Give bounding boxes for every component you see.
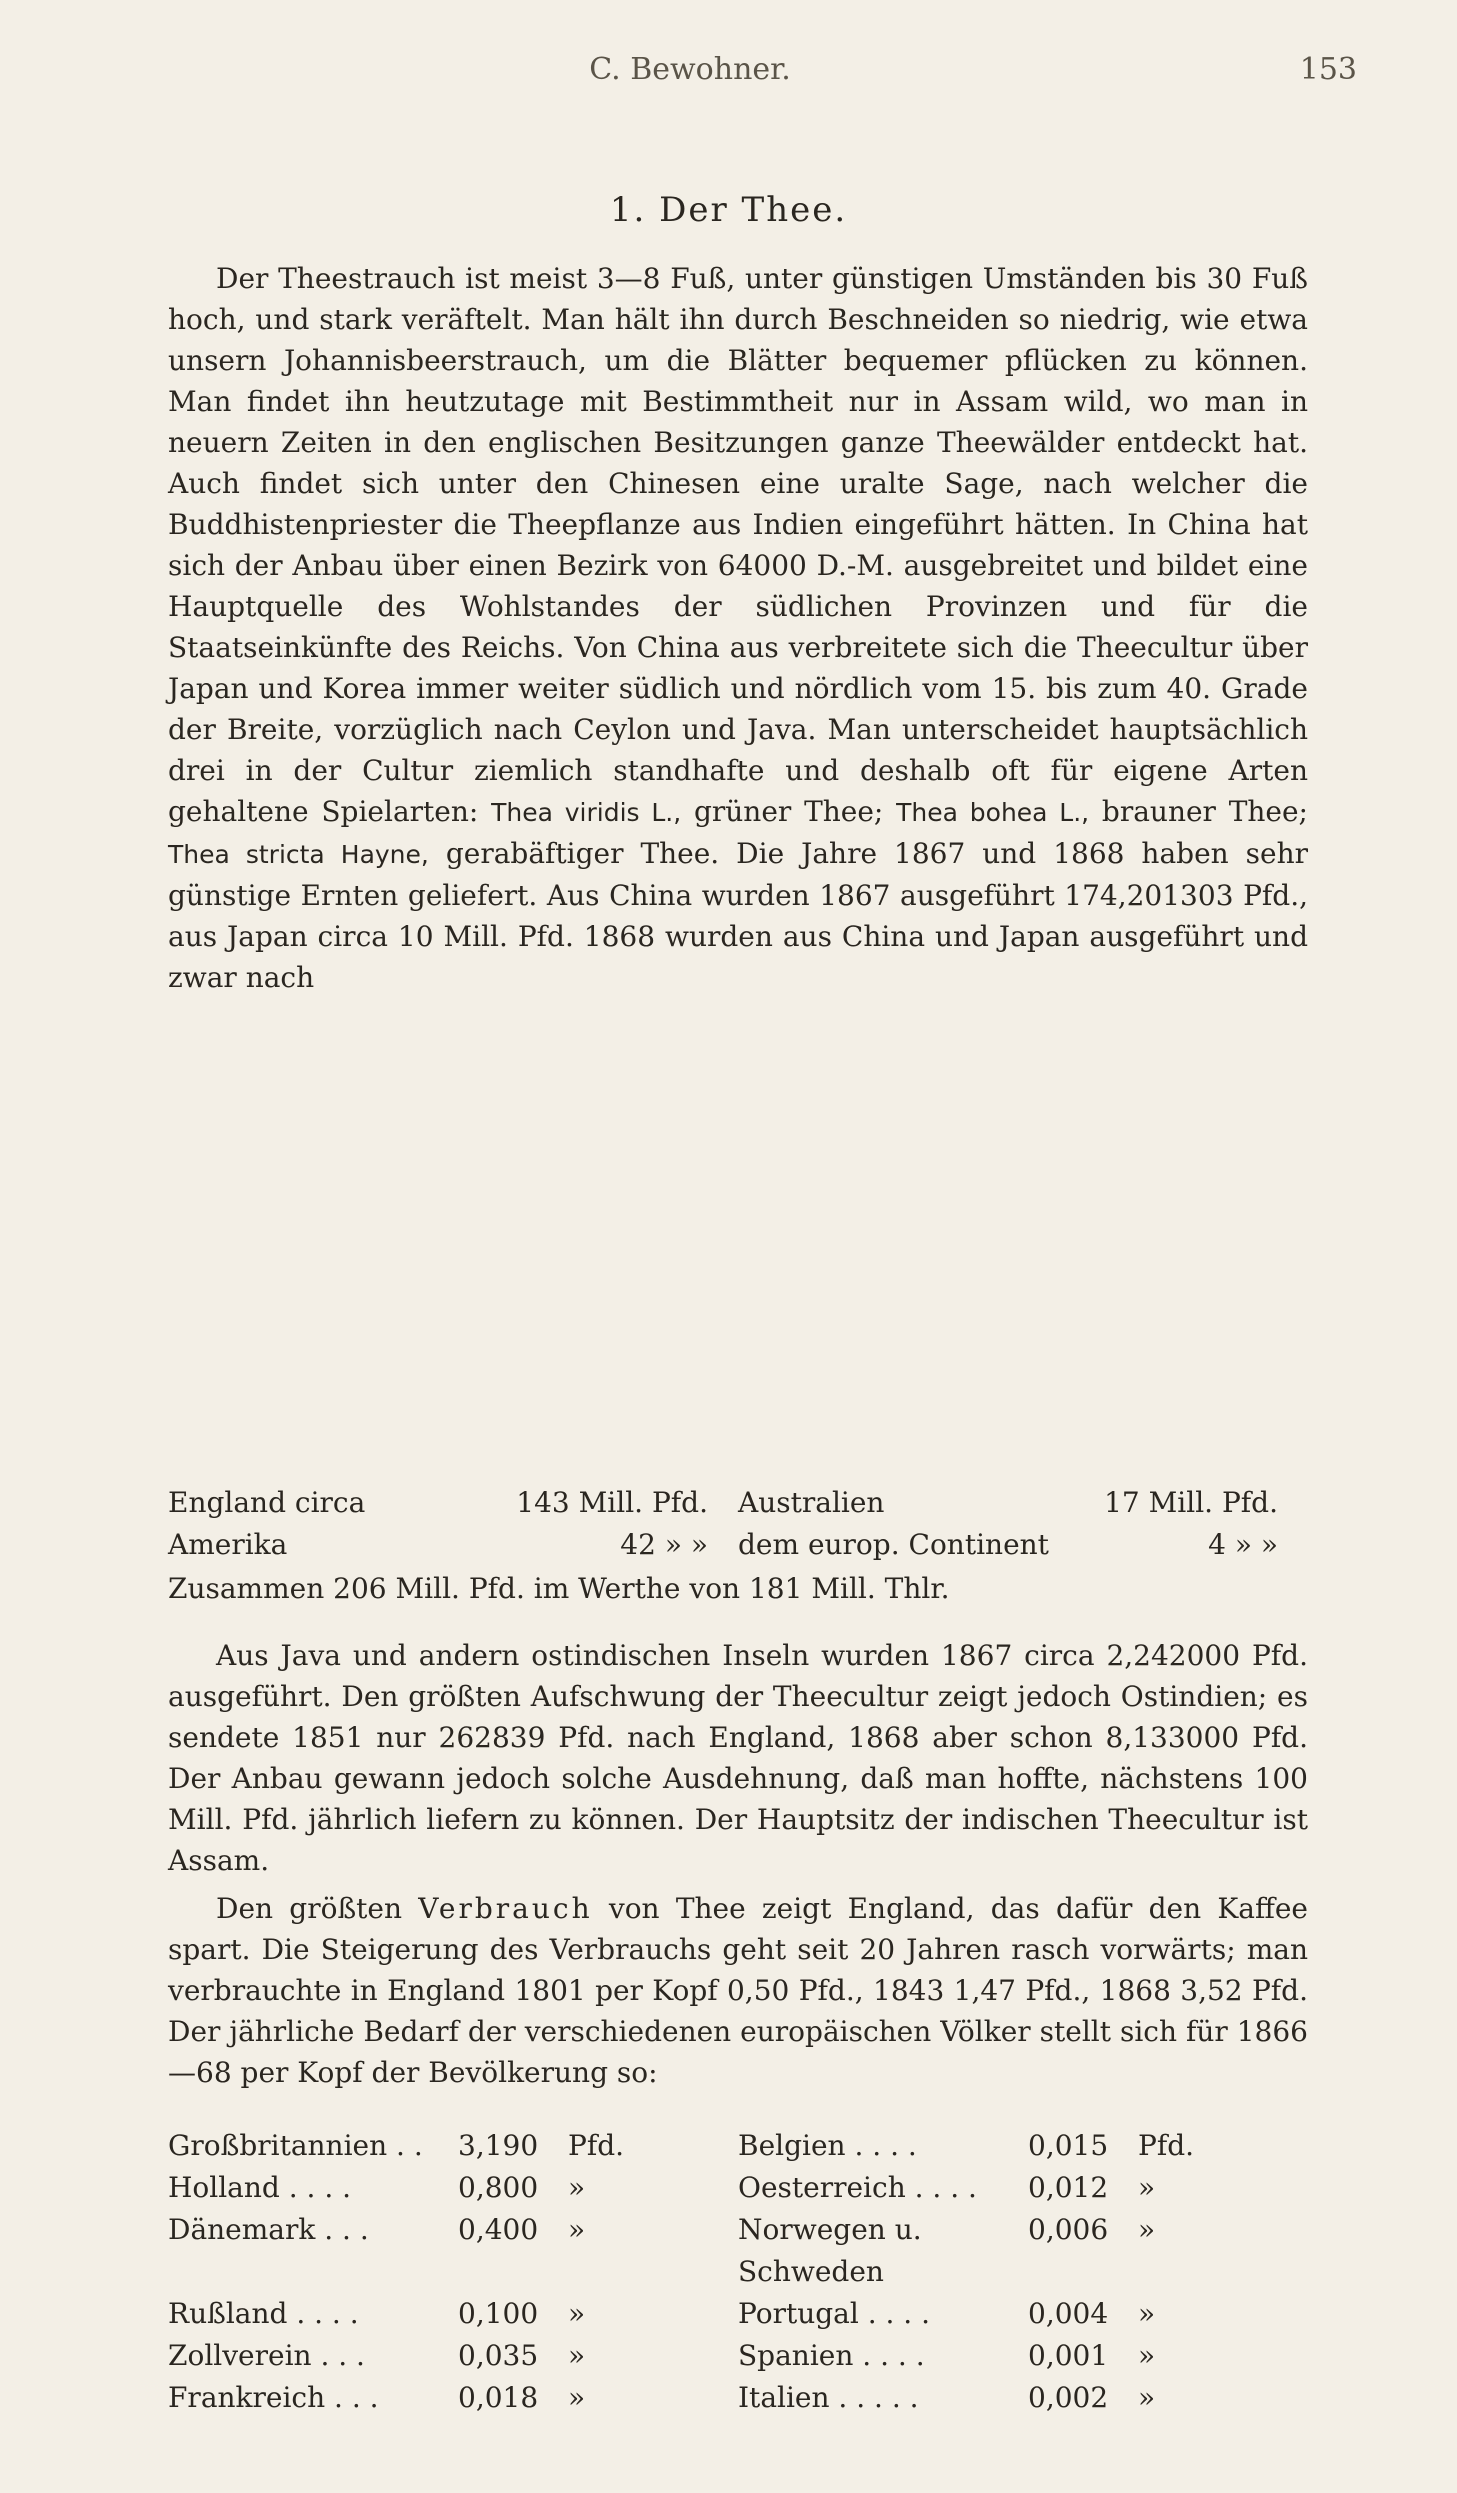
table-row [168,1482,1308,1524]
export-value: 42 » » [620,1528,708,1561]
consumption-value: 0,800 [458,2171,539,2204]
paragraph-3-lead: Den größten [216,1892,403,1925]
paragraph-3-text: von Thee zeigt England, das dafür den Kaffee spart. Die Steigerung des Verbrauchs geht seit 20 Jahren rasch vorwärts; man verbrauchte in England 1801 per Kopf 0,50 Pfd., 1843 1,47 Pfd., 1868 3,52 Pfd. Der jährliche Bedarf der verschiedenen europäischen Völker stellt sich für 1866—68 per Kopf der Bevölkerung so: [168,1892,1308,2089]
unit: » [1138,2381,1156,2414]
export-value: 4 » » [1208,1528,1278,1561]
country-name: Oesterreich . . . . [738,2171,977,2204]
consumption-table [168,2125,1308,2419]
consumption-value: 0,012 [1028,2171,1109,2204]
consumption-value: 0,100 [458,2297,539,2330]
running-head: C. Bewohner. [589,52,791,87]
country-name: Italien . . . . . [738,2381,919,2414]
unit: » [1138,2297,1156,2330]
paragraph-2: Aus Java und andern ostindischen Inseln wurden 1867 circa 2,242000 Pfd. ausgeführt. Den größten Aufschwung der Theecultur zeigt jedoch Ostindien; es sendete 1851 nur 262839 Pfd. nach England, 1868 aber schon 8,133000 Pfd. Der Anbau gewann jedoch solche Ausdehnung, daß man hoffte, nächstens 100 Mill. Pfd. jährlich liefern zu können. Der Hauptsitz der indischen Theecultur ist Assam. [168,1639,1308,1877]
export-table [168,1482,1308,1566]
page-number: 153 [1299,52,1357,87]
country-name: Großbritannien . . [168,2129,423,2162]
export-value: 17 Mill. Pfd. [1104,1486,1278,1519]
unit: » [1138,2213,1156,2246]
paragraph-3 [168,1888,1308,2093]
export-value: 143 Mill. Pfd. [516,1486,708,1519]
sum-line: Zusammen 206 Mill. Pfd. im Werthe von 181 Mill. Thlr. [168,1572,950,1605]
consumption-value: 0,004 [1028,2297,1109,2330]
table-row [168,2377,1308,2419]
unit: Pfd. [568,2129,625,2162]
paragraph-1 [168,258,1308,998]
table-row [168,2209,1308,2293]
country-name: Portugal . . . . [738,2297,931,2330]
table-row [168,2335,1308,2377]
country-name: Norwegen u. Schweden [738,2213,922,2288]
consumption-value: 0,035 [458,2339,539,2372]
unit: » [568,2213,586,2246]
paragraph-1-text-d: gerabäftiger Thee. Die Jahre 1867 und 1868 haben sehr günstige Ernten geliefert. Aus China wurden 1867 ausgeführt 174,201303 Pfd., aus Japan circa 10 Mill. Pfd. 1868 wurden aus China und Japan ausgeführt und zwar nach [168,837,1309,994]
consumption-value: 0,015 [1028,2129,1109,2162]
table-row [168,1524,1308,1566]
export-label: Amerika [168,1528,288,1561]
latin-name-1: Thea viridis L., [491,798,682,827]
page-header [500,52,1357,92]
consumption-value: 0,018 [458,2381,539,2414]
paragraph-1-text-a: Der Theestrauch ist meist 3—8 Fuß, unter günstigen Umständen bis 30 Fuß hoch, und stark veräftelt. Man hält ihn durch Beschneiden so niedrig, wie etwa unsern Johannisbeerstrauch, um die Blätter bequemer pflücken zu können. Man findet ihn heutzutage mit Bestimmtheit nur in Assam wild, wo man in neuern Zeiten in den englischen Besitzungen ganze Theewälder entdeckt hat. Auch findet sich unter den Chinesen eine uralte Sage, nach welcher die Buddhistenpriester die Theepflanze aus Indien eingeführt hätten. In China hat sich der Anbau über einen Bezirk von 64000 D.-M. ausgebreitet und bildet eine Hauptquelle des Wohlstandes der südlichen Provinzen und für die Staatseinkünfte des Reichs. Von China aus verbreitete sich die Theecultur über Japan und Korea immer weiter südlich und nördlich vom 15. bis zum 40. Grade der Breite, vorzüglich nach Ceylon und Java. Man unterscheidet hauptsächlich drei in der Cultur ziemlich standhafte und deshalb oft für eigene Arten gehaltene Spielarten: [168,262,1308,828]
paragraph-3-emph: Verbrauch [418,1892,593,1925]
consumption-value: 0,400 [458,2213,539,2246]
consumption-value: 0,006 [1028,2213,1109,2246]
unit: » [568,2339,586,2372]
unit: » [568,2297,586,2330]
country-name: Holland . . . . [168,2171,352,2204]
unit: » [568,2171,586,2204]
unit: » [1138,2339,1156,2372]
country-name: Frankreich . . . [168,2381,379,2414]
unit: » [1138,2171,1156,2204]
table-row [168,2167,1308,2209]
paragraph-1-text-b: grüner Thee; [693,795,884,828]
country-name: Belgien . . . . [738,2129,917,2162]
country-name: Spanien . . . . [738,2339,925,2372]
latin-name-3: Thea stricta Hayne, [168,840,429,869]
country-name: Dänemark . . . [168,2213,369,2246]
country-name: Rußland . . . . [168,2297,359,2330]
table-row [168,2125,1308,2167]
table-row [168,2293,1308,2335]
unit: Pfd. [1138,2129,1195,2162]
consumption-value: 0,002 [1028,2381,1109,2414]
section-heading: 1. Der Thee. [609,190,848,230]
paragraph-1-text-c: brauner Thee; [1101,795,1308,828]
export-label: England circa [168,1486,366,1519]
country-name: Zollverein . . . [168,2339,365,2372]
export-label: dem europ. Continent [738,1528,1049,1561]
latin-name-2: Thea bohea L., [896,798,1090,827]
export-label: Australien [738,1486,885,1519]
consumption-value: 0,001 [1028,2339,1109,2372]
consumption-value: 3,190 [458,2129,539,2162]
unit: » [568,2381,586,2414]
